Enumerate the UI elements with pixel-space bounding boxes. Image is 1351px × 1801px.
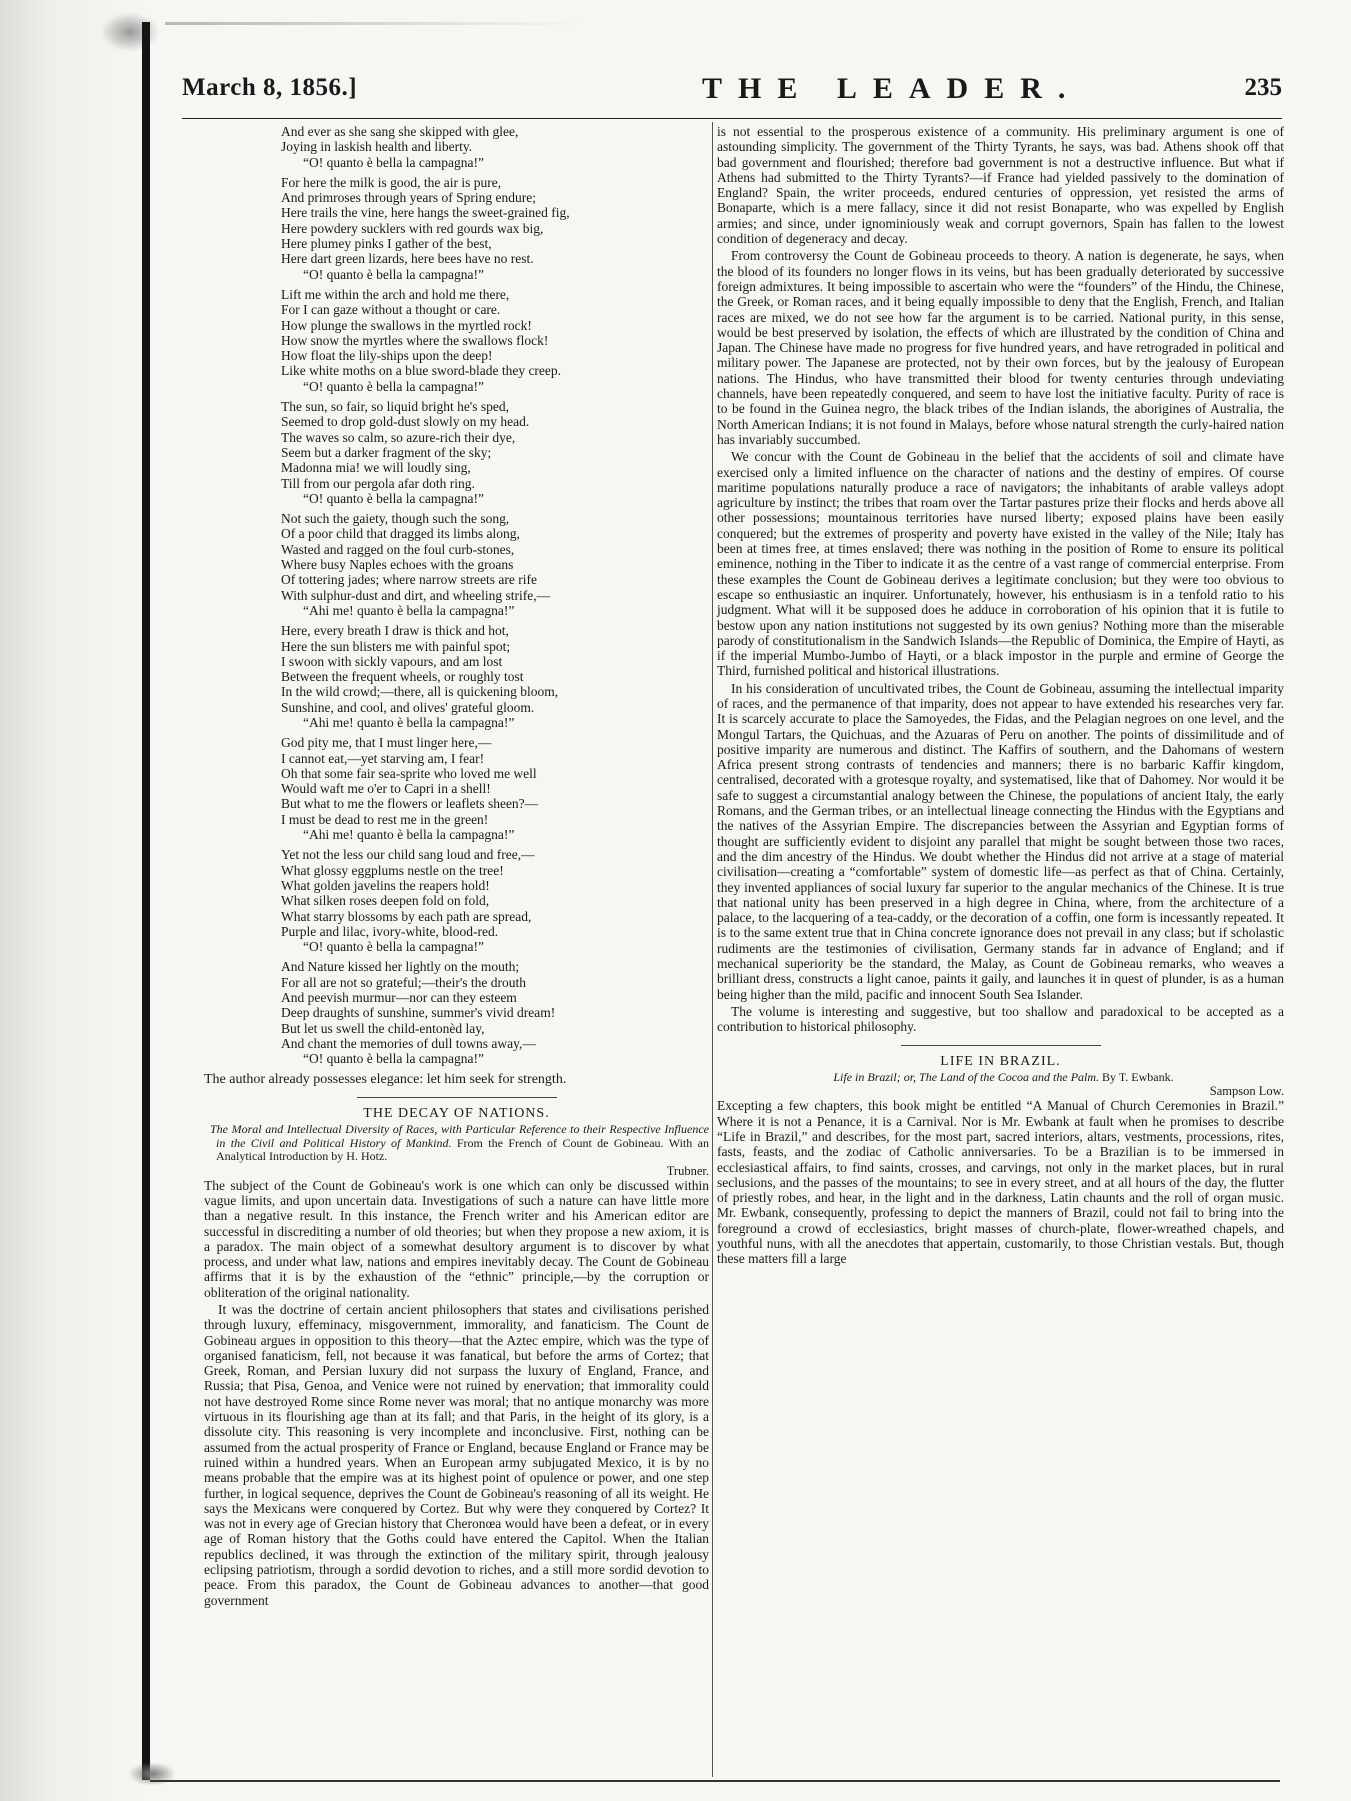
poem-line: I cannot eat,—yet starving am, I fear! bbox=[281, 750, 485, 766]
poem-line: And Nature kissed her lightly on the mouth; bbox=[281, 959, 520, 975]
poem-stanza bbox=[281, 623, 709, 730]
poem-line: Purple and lilac, ivory-white, blood-red. bbox=[281, 923, 499, 939]
poem-line: Joying in laskish health and liberty. bbox=[281, 139, 473, 155]
poem-line: Madonna mia! we will loudly sing, bbox=[281, 460, 471, 476]
poem-line: With sulphur-dust and dirt, and wheeling strife,— bbox=[281, 587, 551, 603]
poem-line: Here dart green lizards, here bees have no rest. bbox=[281, 251, 534, 267]
poem-line: Seem but a darker fragment of the sky; bbox=[281, 444, 492, 460]
poem-line: What glossy eggplums nestle on the tree! bbox=[281, 862, 504, 878]
masthead-title: THE LEADER. bbox=[702, 72, 1082, 105]
review-closing: The author already possesses elegance: let him seek for strength. bbox=[204, 1071, 567, 1087]
poem-line: Would waft me o'er to Capri in a shell! bbox=[281, 781, 491, 797]
poem-line: How plunge the swallows in the myrtled rock! bbox=[281, 317, 532, 333]
issue-date: March 8, 1856.] bbox=[182, 74, 358, 101]
poem-line: For here the milk is good, the air is pure, bbox=[281, 174, 502, 190]
section-divider bbox=[357, 1097, 557, 1098]
header-rule bbox=[182, 118, 1282, 119]
poem-line: And primroses through years of Spring endure; bbox=[281, 190, 536, 206]
poem-stanza bbox=[281, 847, 709, 954]
page-header bbox=[182, 70, 1282, 110]
page-number: 235 bbox=[1244, 74, 1282, 101]
poem-line: The sun, so fair, so liquid bright he's sped, bbox=[281, 399, 509, 415]
poem-line: And chant the memories of dull towns away,— bbox=[281, 1035, 536, 1051]
publisher: Trubner. bbox=[666, 1163, 709, 1178]
article-paragraph: The volume is interesting and suggestive, but too shallow and paradoxical to be accepted as a contribution to historical philosophy. bbox=[717, 1003, 1284, 1035]
poem-line: Not such the gaiety, though such the song, bbox=[281, 511, 510, 527]
section-title-decay: THE DECAY OF NATIONS. bbox=[363, 1105, 550, 1121]
section-title-brazil: LIFE IN BRAZIL. bbox=[940, 1053, 1061, 1069]
poem-line: God pity me, that I must linger here,— bbox=[281, 735, 492, 751]
book-author: By T. Ewbank. bbox=[1099, 1069, 1174, 1084]
article-paragraph: The subject of the Count de Gobineau's work is one which can only be discussed within vague limits, and upon uncertain data. Investigations of such a nature can have little more than a negative result. In this instance, the French writer and his American editor are successful in discrediting a number of old theories; but when they propose a new axiom, it is a paradox. The main object of a somewhat desultory argument is to discover by what process, and under what law, nations and empires inevitably decay. The Count de Gobineau affirms that it is by the exhaustion of the “ethnic” principle,—by the corruption or obliteration of the original nationality. bbox=[204, 1177, 709, 1300]
scan-smudge bbox=[165, 22, 585, 25]
poem-line: Sunshine, and cool, and olives' grateful gloom. bbox=[281, 699, 535, 715]
poem-line: What silken roses deepen fold on fold, bbox=[281, 893, 490, 909]
poem-line: For I can gaze without a thought or care. bbox=[281, 302, 501, 318]
poem-refrain: “O! quanto è bella la campagna!” bbox=[303, 378, 485, 394]
article-paragraph: is not essential to the prosperous existence of a community. His preliminary argument is one of astounding simplicity. The government of the Thirty Tyrants, he says, was bad. Athens shook off that bad government and flourished; therefore bad government is not a destructive influence. But what if Athens had submitted to the Thirty Tyrants?—if France had yielded passively to the domination of England? Spain, the writer proceeds, endured centuries of oppression, yet resisted the arms of Bonaparte, which is a mere fallacy, since it did not resist Bonaparte, who was expelled by English armies; and since, under ignominiously weak and corrupt governors, Spain has fallen to the lowest condition of degeneracy and decay. bbox=[717, 124, 1284, 247]
poem-line: Here trails the vine, here hangs the sweet-grained fig, bbox=[281, 205, 570, 221]
article-paragraph: It was the doctrine of certain ancient philosophers that states and civilisations perished through luxury, effeminacy, misgovernment, immorality, and fanaticism. The Count de Gobineau argues in opposition to this theory—that the Aztec empire, which was the type of organised fanaticism, fell, not because it was fanatical, but before the arms of Cortez; that Greek, Roman, and Persian luxury did not surpass the luxury of England, France, and Russia; that Pisa, Genoa, and Venice were not ruined by enervation; that immorality could not have destroyed Rome since Rome never was moral; that no antique monarchy was more virtuous in its flourishing age than at its fall; and that Paris, in the height of its glory, is a dissolute city. This reasoning is very incomplete and inconclusive. First, nothing can be assumed from the actual prosperity of France or England, because England or France may be ruined within a hundred years. When an European army subjugated Mexico, it is by no means probable that the empire was at its highest point of opulence or power, and one step further, in logical sequence, deprives the Count de Gobineau's reasoning of all its weight. He says the Mexicans were conquered by Cortez. But why were they conquered by Cortez? It was not in every age of Grecian history that Cheronœa would have been a defeat, or in every age of Roman history that the Goths could have entered the Capitol. When the Italian republics declined, it was through the extinction of the military spirit, through jealousy eclipsing patriotism, through a sordid devotion to riches, and a still more sordid devotion to peace. From this paradox, the Count de Gobineau advances to another—that good government bbox=[204, 1301, 709, 1608]
column-divider bbox=[712, 122, 713, 1777]
poem-refrain: “O! quanto è bella la campagna!” bbox=[303, 154, 485, 170]
poem-line: Where busy Naples echoes with the groans bbox=[281, 557, 514, 573]
poem-refrain: “O! quanto è bella la campagna!” bbox=[303, 266, 485, 282]
poem-line: I must be dead to rest me in the green! bbox=[281, 811, 489, 827]
poem-refrain: “O! quanto è bella la campagna!” bbox=[303, 490, 485, 506]
binding-shadow bbox=[0, 0, 150, 1801]
poem-line: Like white moths on a blue sword-blade they creep. bbox=[281, 363, 562, 379]
poem-refrain: “Ahi me! quanto è bella la campagna!” bbox=[303, 714, 515, 730]
book-details: From the French of Count de Gobineau. With an Analytical Introduction by H. Hotz. bbox=[216, 1135, 709, 1164]
poem-line: What starry blossoms by each path are spread, bbox=[281, 908, 532, 924]
book-citation bbox=[717, 1071, 1284, 1085]
scan-smudge bbox=[100, 12, 160, 52]
page-spine-rule bbox=[142, 22, 150, 1780]
poem-line: I swoon with sickly vapours, and am lost bbox=[281, 653, 503, 669]
left-column bbox=[204, 124, 709, 1610]
poem-line: For all are not so grateful;—their's the drouth bbox=[281, 974, 526, 990]
poem-line: How float the lily-ships upon the deep! bbox=[281, 348, 493, 364]
article-paragraph: We concur with the Count de Gobineau in the belief that the accidents of soil and climate have exercised only a limited influence on the character of nations and the destiny of empires. Of course maritime populations naturally produce a race of navigators; the inhabitants of arable valleys adopt agriculture by instinct; the tribes that roam over the Tartar pastures prize their flocks and herds above all other possessions; mountainous territories have nursed liberty; exposed plains have been easily conquered; but the extremes of prosperity and poverty have existed in the valley of the Nile; Italy has been at times free, at times enslaved; there was nothing in the position of Rome to ensure its political eminence, nothing in the Tiber to indicate it as the centre of a vast range of commercial enterprise. From these examples the Count de Gobineau derives a legitimate conclusion; but they were too obvious to escape so enthusiastic an inquirer. Unfortunately, however, his enthusiasm is in a tenfold ratio to his judgment. What will it be supposed does he adduce in corroboration of his opinion that it is futile to bestow upon any nation institutions not suggested by its own genius? Nothing more than the miserable parody of constitutionalism in the Sandwich Islands—the Republic of Dominica, the Empire of Hayti, as if the imperial Mumbo-Jumbo of Hayti, or a black impostor in the purple and ermine of George the Third, furnished political and historical illustrations. bbox=[717, 449, 1284, 679]
poem-line: Deep draughts of sunshine, summer's vivid dream! bbox=[281, 1005, 556, 1021]
bottom-rule bbox=[150, 1780, 1280, 1782]
poem-line: In the wild crowd;—there, all is quickening bloom, bbox=[281, 684, 559, 700]
book-title: Life in Brazil; or, The Land of the Cocoa and the Palm. bbox=[833, 1069, 1100, 1084]
poem-line: And ever as she sang she skipped with glee, bbox=[281, 124, 519, 139]
section-divider bbox=[901, 1045, 1101, 1046]
poem-refrain: “O! quanto è bella la campagna!” bbox=[303, 1051, 485, 1067]
poem-line: Of tottering jades; where narrow streets are rife bbox=[281, 572, 538, 588]
poem-stanza bbox=[281, 124, 709, 170]
poem bbox=[204, 124, 709, 1067]
poem-line: Here powdery sucklers with red gourds wax big, bbox=[281, 220, 544, 236]
right-column bbox=[717, 124, 1284, 1269]
poem-stanza bbox=[281, 735, 709, 842]
poem-stanza bbox=[281, 511, 709, 618]
poem-line: The waves so calm, so azure-rich their dye, bbox=[281, 429, 516, 445]
poem-line: Of a poor child that dragged its limbs along, bbox=[281, 526, 520, 542]
poem-line: But let us swell the child-entonèd lay, bbox=[281, 1020, 485, 1036]
poem-line: What golden javelins the reapers hold! bbox=[281, 877, 490, 893]
poem-line: Here, every breath I draw is thick and hot, bbox=[281, 623, 509, 639]
poem-line: Here plumey pinks I gather of the best, bbox=[281, 236, 492, 252]
poem-refrain: “Ahi me! quanto è bella la campagna!” bbox=[303, 602, 515, 618]
poem-line: Lift me within the arch and hold me there, bbox=[281, 286, 510, 302]
poem-stanza bbox=[281, 287, 709, 394]
poem-stanza bbox=[281, 399, 709, 506]
poem-line: Wasted and ragged on the foul curb-stones, bbox=[281, 541, 515, 557]
article-paragraph: In his consideration of uncultivated tribes, the Count de Gobineau, assuming the intellectual imparity of races, and the permanence of that imparity, does not appear to have extended his researches very far. It is scarcely accurate to place the Samoyedes, the Fidas, and the Pelagian negroes on one level, and the Mongul Tartars, the Quichuas, and the Azuaras of Peru on another. The points of dissimilitude and of positive imparity are numerous and distinct. The Kaffirs of southern, and the Dahomans of western Africa present strong contrasts of tendencies and manners; there is no barbaric Kaffir kingdom, centralised, decorated with a grotesque royalty, and systematised, like that of Dahomey. Nor would it be safe to suggest a circumstantial analogy between the Chinese, the populations of ancient Italy, the early Romans, and the German tribes, or an intellectual lineage connecting the Hindus with the Egyptians and the natives of the Assyrian Empire. The discrepancies between the Assyrian and Egyptian forms of thought are sufficiently evident to disjoint any parallel that might be sought between those two races, and the dim ancestry of the Hindus. We doubt whether the Hindus did not arrive at a stage of material civilisation—creating a “comfortable” system of domestic life—as perfect as that of China. Certainly, they invented appliances of social luxury far superior to the angular mechanics of the Chinese. It is true that national unity has been preserved in a high degree in China, where, from the architecture of a palace, to the lacquering of a tea-caddy, or the decoration of a coffin, one form is incessantly repeated. It is to the same extent true that in China concrete ignorance does not prevail in any class; but if scholastic rudiments are the testimonies of civilisation, Germany stands far in advance of England; and if mechanical superiority be the standard, the Malay, as Count de Gobineau remarks, who weaves a brilliant dress, constructs a light canoe, paints it gaily, and launches it in quest of plunder, is as a human being higher than the mild, pacific and innocent South Sea Islander. bbox=[717, 680, 1284, 1002]
poem-line: Yet not the less our child sang loud and free,— bbox=[281, 847, 535, 863]
poem-line: But what to me the flowers or leaflets sheen?— bbox=[281, 796, 539, 812]
poem-line: Between the frequent wheels, or roughly tost bbox=[281, 669, 524, 685]
poem-refrain: “O! quanto è bella la campagna!” bbox=[303, 939, 485, 955]
book-citation bbox=[204, 1123, 709, 1164]
poem-stanza bbox=[281, 959, 709, 1066]
book-title: The Moral and Intellectual Diversity of Races, with Particular Reference to their Respective Influence in the Civil and Political History of Mankind. bbox=[210, 1122, 709, 1150]
poem-line: Here the sun blisters me with painful spot; bbox=[281, 638, 511, 654]
poem-line: And peevish murmur—nor can they esteem bbox=[281, 990, 517, 1006]
article-paragraph: From controversy the Count de Gobineau proceeds to theory. A nation is degenerate, he says, when the blood of its founders no longer flows in its veins, but has been gradually deteriorated by successive foreign admixtures. It being impossible to ascertain who were the “founders” of the Hindu, the Chinese, the Greek, or Roman races, and it being equally impossible to deny that the English, French, and Italian races are mixed, we do not see how far the argument is to be carried. National purity, in this sense, would be best preserved by isolation, the effects of which are illustrated by the condition of China and Japan. The Chinese have made no progress for five hundred years, and have retrograded in political and military power. The Japanese are protected, not by their own forces, but by the jealousy of European nations. The Hindus, who have transmitted their blood for twenty centuries through undeviating channels, have been repeatedly conquered, and seem to have lost the initiative faculty. Purity of race is to be found in the Guinea negro, the black tribes of the Indian islands, the aborigines of Australia, the North American Indians; it is not found in Malays, before whose natural strength the curly-haired nation has invariably succumbed. bbox=[717, 248, 1284, 447]
publisher: Sampson Low. bbox=[1209, 1084, 1284, 1099]
poem-stanza bbox=[281, 175, 709, 282]
article-paragraph: Excepting a few chapters, this book might be entitled “A Manual of Church Ceremonies in Brazil.” Where it is not a Penance, it is a Carnival. Nor is Mr. Ewbank at fault when he promises to describe “Life in Brazil,” and describes, for the most part, sacred interiors, altars, vestments, processions, rites, fasts, feasts, and the zodiac of Catholic anniversaries. To be a Brazilian is to be immersed in ecclesiastical affairs, to find saints, crosses, and carvings, not only in the market places, but in rural seclusions, and the passes of the mountains; to see in every street, and at all hours of the day, the flutter of priestly robes, and hear, in the light and in the darkness, Latin chaunts and the roll of organ music. Mr. Ewbank, consequently, professing to depict the manners of Brazil, could not fail to bring into the foreground a crowd of ecclesiastics, bright masses of church-plate, flower-wreathed chapels, and youthful nuns, with all the anecdotes that appertain, customarily, to those Christian vestals. But, though these matters fill a large bbox=[717, 1098, 1284, 1267]
scan-smudge bbox=[128, 1762, 176, 1786]
poem-line: Till from our pergola afar doth ring. bbox=[281, 475, 475, 491]
poem-line: Seemed to drop gold-dust slowly on my head. bbox=[281, 414, 530, 430]
poem-refrain: “Ahi me! quanto è bella la campagna!” bbox=[303, 827, 515, 843]
poem-line: How snow the myrtles where the swallows flock! bbox=[281, 332, 549, 348]
poem-line: Oh that some fair sea-sprite who loved me well bbox=[281, 765, 537, 781]
